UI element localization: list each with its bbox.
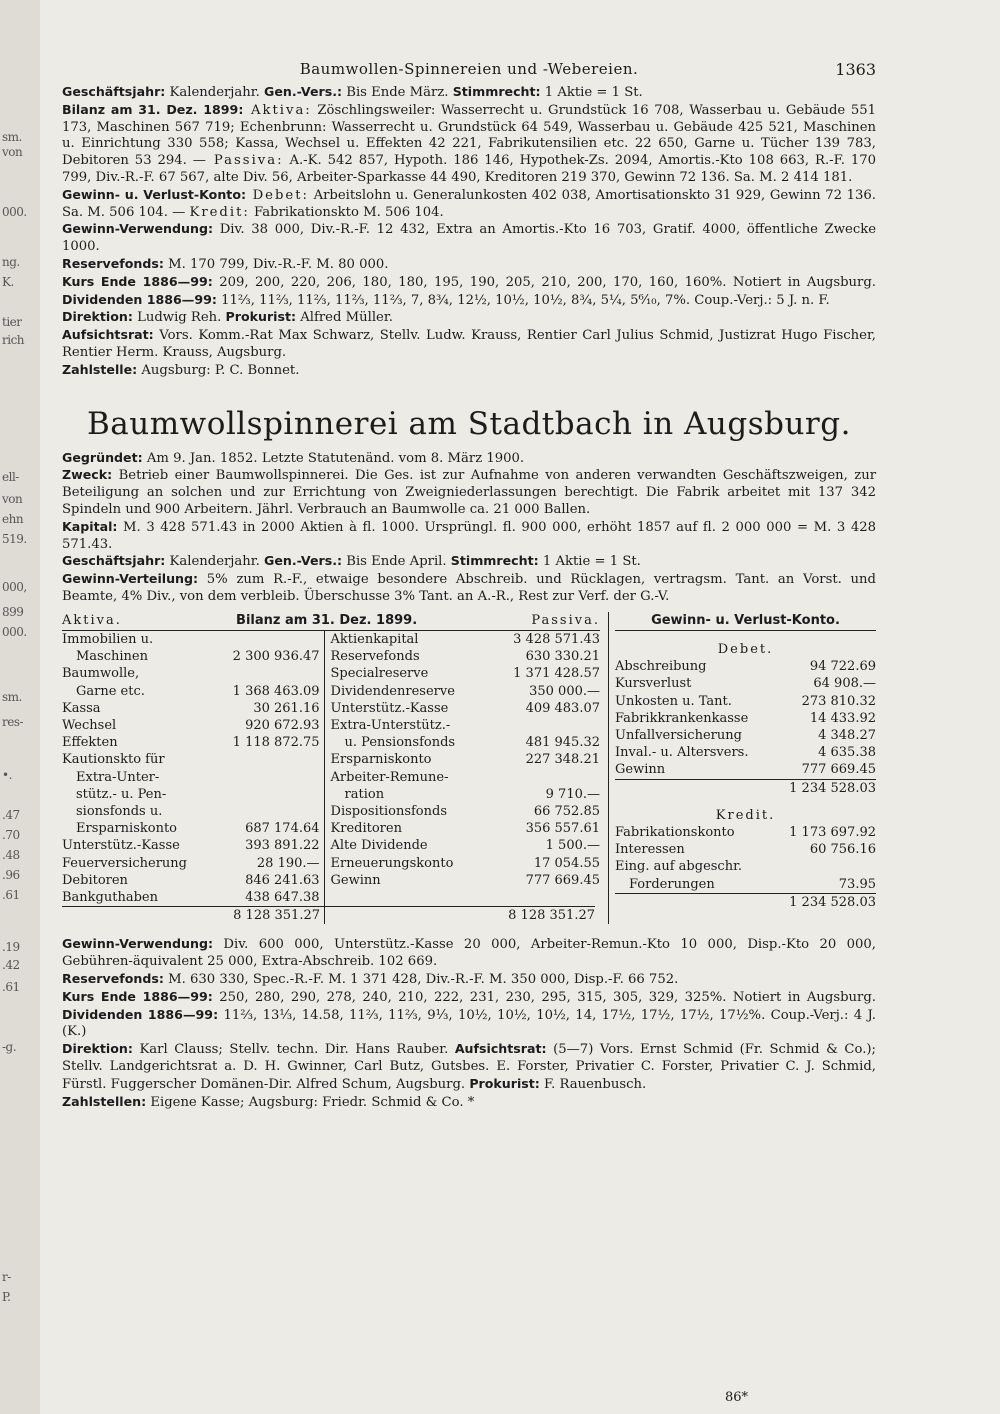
kredit-row-value: 60 756.16: [809, 842, 876, 858]
company-title: Baumwollspinnerei am Stadtbach in Augsburg.: [87, 405, 851, 442]
aktiva-row: [62, 820, 320, 837]
passiva-row-label: Alte Dividende: [330, 838, 428, 854]
label-passiva: Passiva:: [205, 153, 284, 169]
label-kurs: Kurs Ende 1886—99:: [62, 273, 213, 289]
aktiva-row: [62, 786, 320, 803]
aktiva-row-value: 1 118 872.75: [232, 735, 320, 751]
margin-fragment: sm.: [2, 690, 22, 704]
kredit-row: [615, 858, 876, 875]
aktiva-row-label: sionsfonds u.: [76, 803, 163, 819]
aktiva-row-label: Bankguthaben: [62, 889, 158, 905]
passiva-row: [331, 855, 600, 872]
debet-row-value: 273 810.32: [801, 693, 876, 709]
aktiva-row-label: Ersparniskonto: [76, 821, 177, 837]
signature-mark: 86*: [725, 1390, 749, 1405]
aktiva-row: [62, 665, 320, 682]
passiva-row-label: Extra-Unterstütz.-: [330, 717, 451, 733]
label-gegruendet: Gegründet:: [62, 449, 143, 465]
aktiva-row-value: 920 672.93: [245, 717, 320, 733]
debet-row: [615, 710, 876, 727]
text: Karl Clauss; Stellv. techn. Dir. Hans Rauber.: [132, 1042, 455, 1058]
kredit-row-label: Fabrikationskonto: [615, 824, 735, 840]
aktiva-row-label: Effekten: [62, 735, 118, 751]
aktiva-row: [62, 837, 320, 854]
passiva-row: [331, 717, 600, 734]
passiva-row-value: 66 752.85: [533, 803, 600, 819]
margin-fragment: .47: [2, 808, 20, 822]
passiva-row-label: Erneuerungskonto: [330, 855, 454, 871]
aktiva-column: [62, 631, 325, 906]
text: Ludwig Reh.: [132, 310, 226, 326]
label-reservefonds: Reservefonds:: [62, 970, 164, 986]
passiva-row: [331, 751, 600, 768]
debet-row-value: 4 348.27: [818, 727, 876, 743]
debet-row-label: Kursverlust: [615, 676, 692, 692]
label-dividenden: Dividenden 1886—99:: [62, 1006, 219, 1022]
aktiva-row-value: 438 647.38: [245, 889, 320, 905]
passiva-row: [331, 803, 600, 820]
margin-fragment: .96: [2, 868, 20, 882]
label-gewinn-verwendung: Gewinn-Verwendung:: [62, 936, 214, 952]
aktiva-row-label: Feuerversicherung: [62, 855, 187, 871]
label-gen-vers: Gen.-Vers.:: [263, 553, 343, 569]
margin-fragment: •.: [2, 768, 12, 782]
margin-fragment: P.: [2, 1290, 11, 1304]
margin-fragment: .48: [2, 848, 20, 862]
label-zahlstellen: Zahlstellen:: [62, 1093, 147, 1109]
text: Alfred Müller.: [296, 310, 393, 326]
passiva-row-label: Specialreserve: [330, 666, 429, 682]
margin-fragment: -g.: [2, 1040, 17, 1054]
passiva-row-label: Arbeiter-Remune-: [330, 769, 449, 785]
passiva-row-value: 630 330.21: [525, 649, 600, 665]
aktiva-row: [62, 683, 320, 700]
text: Augsburg: P. C. Bonnet.: [137, 362, 300, 378]
margin-fragment: rich: [2, 333, 25, 347]
debet-row: [615, 744, 876, 761]
aktiva-row-label: Garne etc.: [76, 683, 145, 699]
margin-fragment: 000,: [2, 580, 27, 594]
debet-row-label: Unkosten u. Tant.: [615, 693, 732, 709]
margin-fragment: .70: [2, 828, 20, 842]
text: (5—7) Vors. Ernst Schmid (Fr. Schmid & Co.); Stellv. Landgerichtsrat a. D. H. Gwinner, Carl Butz, Gutsbes. E. Forster, Privatier C. Forster, Privatier C. J. Schmid, Fürstl. Fuggerscher Domänen-Dir. Alfred Schum, Augsburg.: [62, 1042, 876, 1092]
aktiva-row: [62, 889, 320, 906]
balance-totals: [62, 906, 600, 924]
text: Bis Ende April.: [342, 554, 451, 570]
aktiva-row-label: Kassa: [62, 700, 101, 716]
text: 1 Aktie = 1 St.: [540, 85, 643, 100]
text: Fabrikationskto M. 506 104.: [249, 204, 444, 220]
text: M. 630 330, Spec.-R.-F. M. 1 371 428, Div.-R.-F. M. 350 000, Disp.-F. 66 752.: [163, 971, 679, 987]
margin-fragment: 519.: [2, 532, 27, 546]
running-header: [62, 60, 876, 84]
passiva-row-value: 350 000.—: [529, 683, 600, 699]
passiva-row-label: Gewinn: [330, 872, 381, 888]
margin-fragment: von: [2, 145, 23, 159]
aktiva-label: Aktiva.: [62, 612, 122, 628]
debet-row-value: 4 635.38: [818, 745, 876, 761]
label-geschaeftsjahr: Geschäftsjahr:: [62, 553, 166, 569]
text: Div. 38 000, Div.-R.-F. 12 432, Extra an Amortis.-Kto 16 703, Gratif. 4000, öffentliche Zwecke 1000.: [62, 222, 876, 255]
kredit-row: [615, 824, 876, 841]
debet-list: [615, 658, 876, 778]
passiva-row-label: Unterstütz.-Kasse: [330, 700, 449, 716]
passiva-row-value: 227 348.21: [525, 752, 600, 768]
margin-fragment: .61: [2, 888, 20, 902]
label-gewinn-verteilung: Gewinn-Verteilung:: [62, 571, 199, 587]
aktiva-row-label: Extra-Unter-: [76, 769, 160, 785]
kredit-label: Kredit.: [715, 807, 776, 823]
kredit-row-value: 73.95: [838, 876, 876, 892]
label-direktion: Direktion:: [62, 309, 133, 325]
aktiva-row: [62, 631, 320, 648]
aktiva-row-value: 1 368 463.09: [232, 683, 320, 699]
aktiva-row: [62, 751, 320, 768]
kredit-row-label: Eing. auf abgeschr.: [615, 859, 743, 875]
kredit-row-label: Forderungen: [629, 876, 715, 892]
margin-fragment: .61: [2, 980, 20, 994]
margin-fragment: r-: [2, 1270, 11, 1284]
company-details: [62, 450, 876, 606]
text: Kalenderjahr.: [165, 554, 264, 570]
passiva-row-label: Reservefonds: [330, 649, 420, 665]
text: Div. 600 000, Unterstütz.-Kasse 20 000, Arbeiter-Remun.-Kto 10 000, Disp.-Kto 20 000, Gebühren-äquivalent 25 000, Extra-Abschreib. 102 669.: [62, 937, 876, 970]
label-dividenden: Dividenden 1886—99:: [62, 291, 217, 307]
text: 1 Aktie = 1 St.: [538, 554, 641, 570]
aktiva-row: [62, 872, 320, 889]
passiva-row-label: ration: [344, 786, 385, 802]
label-kredit: Kredit:: [189, 204, 250, 220]
text: F. Rauenbusch.: [539, 1076, 647, 1092]
balance-sheet: [62, 612, 600, 925]
text: 11⅔, 13⅓, 14.58, 11⅔, 11⅔, 9⅓, 10½, 10½, 10½, 14, 17½, 17½, 17½, 17½%. Coup.-Verj.: 4 J. (K.): [62, 1007, 877, 1040]
text: Betrieb einer Baumwollspinnerei. Die Ges. ist zur Aufnahme von anderen verwandten Geschäftszweigen, zur Beteiligung an solchen und zur Errichtung von Zweigniederlassungen berechtigt. Die Fabrik arbeitet mit 137 342 Spindeln und 900 Arbeitern. Jährl. Verbrauch an Baumwolle ca. 21 000 Ballen.: [62, 468, 876, 517]
passiva-column: [325, 631, 600, 906]
debet-row: [615, 693, 876, 710]
text: Arbeitslohn u. Generalunkosten 402 038, Amortisationskto 31 929, Gewinn 72 136. Sa. M. 506 104. —: [62, 187, 876, 220]
label-prokurist: Prokurist:: [469, 1075, 540, 1091]
debet-row-value: 14 433.92: [809, 710, 876, 726]
aktiva-row: [62, 717, 320, 734]
aktiva-row-label: Unterstütz.-Kasse: [62, 838, 180, 854]
passiva-row: [331, 665, 600, 682]
passiva-row-label: Dividendenreserve: [330, 683, 455, 699]
passiva-row: [331, 786, 600, 803]
passiva-row: [331, 837, 600, 854]
label-bilanz: Bilanz am 31. Dez. 1899:: [62, 101, 244, 117]
aktiva-row-label: Baumwolle,: [62, 666, 140, 682]
debet-row-label: Fabrikkrankenkasse: [615, 710, 749, 726]
passiva-row-value: 481 945.32: [525, 735, 600, 751]
aktiva-total: 8 128 351.27: [62, 906, 325, 924]
debet-row: [615, 727, 876, 744]
aktiva-row-label: stütz.- u. Pen-: [76, 786, 167, 802]
gv-title: Gewinn- u. Verlust-Konto.: [615, 612, 876, 631]
previous-company-entry: [62, 84, 876, 380]
aktiva-row: [62, 648, 320, 665]
label-direktion: Direktion:: [62, 1041, 133, 1057]
text: Vors. Komm.-Rat Max Schwarz, Stellv. Ludw. Krauss, Rentier Carl Julius Schmid, Justizrat Hugo Fischer, Rentier Herm. Krauss, Augsburg.: [62, 328, 876, 360]
passiva-row: [331, 631, 600, 648]
aktiva-row-value: 846 241.63: [245, 872, 320, 888]
kredit-row-label: Interessen: [615, 842, 685, 858]
margin-fragment: 000.: [2, 205, 27, 219]
aktiva-row: [62, 734, 320, 751]
kredit-row: [615, 876, 876, 893]
debet-row-label: Inval.- u. Altersvers.: [615, 745, 749, 761]
passiva-row: [331, 648, 600, 665]
passiva-row-value: 777 669.45: [525, 872, 600, 888]
aktiva-row-value: 687 174.64: [245, 821, 320, 837]
label-kurs: Kurs Ende 1886—99:: [62, 988, 213, 1004]
text: Eigene Kasse; Augsburg: Friedr. Schmid & Co. *: [146, 1094, 475, 1110]
aktiva-row-label: Maschinen: [76, 649, 148, 665]
label-aktiva: Aktiva:: [243, 102, 312, 118]
passiva-total: 8 128 351.27: [325, 906, 595, 924]
margin-fragment: ell-: [2, 470, 19, 484]
text: 11⅔, 11⅔, 11⅔, 11⅔, 11⅔, 7, 8¾, 12½, 10½, 10½, 8¾, 5¼, 5⁶⁄₁₀, 7%. Coup.-Verj.: 5 J. n. F.: [216, 292, 830, 308]
margin-fragment: ng.: [2, 255, 20, 269]
debet-label: Debet.: [717, 641, 774, 657]
passiva-row-value: 1 371 428.57: [513, 666, 600, 682]
kredit-row-value: 1 173 697.92: [789, 824, 876, 840]
label-gewinn-verwendung: Gewinn-Verwendung:: [62, 221, 214, 237]
page-number: 1363: [835, 60, 876, 79]
left-margin-strip: [0, 0, 40, 1414]
aktiva-row-label: Wechsel: [62, 717, 117, 733]
passiva-row: [331, 820, 600, 837]
aktiva-row-value: 28 190.—: [256, 855, 320, 871]
financial-statements: [62, 612, 876, 925]
margin-fragment: 000.: [2, 625, 27, 639]
text: 250, 280, 290, 278, 240, 210, 222, 231, 230, 295, 315, 305, 329, 325%. Notiert in Augsburg.: [212, 989, 876, 1005]
label-gen-vers: Gen.-Vers.:: [263, 84, 343, 99]
text: 209, 200, 220, 206, 180, 180, 195, 190, 205, 210, 200, 170, 160, 160%. Notiert in Augsburg.: [212, 274, 876, 290]
running-title: Baumwollen-Spinnereien und -Webereien.: [299, 60, 639, 78]
margin-fragment: von: [2, 492, 23, 506]
text: M. 170 799, Div.-R.-F. M. 80 000.: [163, 256, 389, 272]
margin-fragment: 899: [2, 605, 24, 619]
text: M. 3 428 571.43 in 2000 Aktien à fl. 1000. Ursprüngl. fl. 900 000, erhöht 1857 auf fl. 2 000 000 = M. 3 428 571.43.: [62, 519, 876, 552]
debet-row: [615, 658, 876, 675]
text: Zöschlingsweiler: Wasserrecht u. Grundstück 16 708, Wasserbau u. Gebäude 551 173, Maschinen 567 719; Echenbrunn: Wasserrecht u. Grundstück 64 549, Wasserbau u. Gebäude 425 521, Maschinen u. Einrichtung 330 558; Kassa, Wechsel u. Effekten 42 221, Fabrikutensilien etc. 22 650, Garne u. Tücher 139 783, Debitoren 53 294. —: [62, 102, 876, 169]
text: Bis Ende März.: [342, 85, 453, 100]
label-stimmrecht: Stimmrecht:: [452, 84, 541, 99]
label-debet: Debet:: [246, 187, 309, 203]
margin-fragment: K.: [2, 275, 14, 289]
kredit-list: [615, 824, 876, 893]
aktiva-row-label: Kautionskto für: [62, 752, 165, 768]
margin-fragment: sm.: [2, 130, 22, 144]
label-stimmrecht: Stimmrecht:: [450, 553, 539, 569]
debet-row: [615, 761, 876, 778]
debet-row: [615, 675, 876, 692]
debet-row-label: Gewinn: [615, 762, 666, 778]
debet-row-value: 94 722.69: [809, 659, 876, 675]
text: A.-K. 542 857, Hypoth. 186 146, Hypothek-Zs. 2094, Amortis.-Kto 108 663, R.-F. 170 799, Div.-R.-F. 67 567, alte Div. 56, Arbeiter-Sparkasse 44 490, Kreditoren 219 370, Gewinn 72 136. Sa. M. 2 414 181.: [62, 153, 876, 185]
text: Am 9. Jan. 1852. Letzte Statutenänd. vom 8. März 1900.: [142, 450, 525, 466]
debet-row-label: Abschreibung: [615, 659, 707, 675]
aktiva-row-label: Immobilien u.: [62, 631, 154, 647]
margin-fragment: ehn: [2, 512, 24, 526]
label-aufsichtsrat: Aufsichtsrat:: [454, 1041, 547, 1057]
label-zweck: Zweck:: [62, 467, 113, 483]
debet-row-value: 777 669.45: [801, 762, 876, 778]
label-kapital: Kapital:: [62, 518, 118, 534]
aktiva-row-value: 2 300 936.47: [232, 649, 320, 665]
profit-loss-account: [608, 612, 876, 925]
passiva-row-label: u. Pensionsfonds: [344, 735, 456, 751]
aktiva-row: [62, 803, 320, 820]
margin-fragment: .19: [2, 940, 20, 954]
aktiva-row-value: 393 891.22: [245, 838, 320, 854]
debet-total: 1 234 528.03: [615, 779, 876, 797]
passiva-row: [331, 872, 600, 889]
passiva-row-value: 1 500.—: [545, 838, 600, 854]
text: 5% zum R.-F., etwaige besondere Abschreib. und Rücklagen, vertragsm. Tant. an Vorst. und Beamte, 4% Div., von dem verbleib. Überschusse 3% Tant. an A.-R., Rest zur Verf. der G.-V.: [62, 572, 876, 604]
label-zahlstelle: Zahlstelle:: [62, 361, 138, 377]
passiva-row-label: Ersparniskonto: [330, 752, 432, 768]
passiva-row: [331, 769, 600, 786]
passiva-label: Passiva.: [531, 612, 600, 628]
passiva-row: [331, 734, 600, 751]
aktiva-row: [62, 700, 320, 717]
label-aufsichtsrat: Aufsichtsrat:: [62, 327, 154, 343]
debet-row-value: 64 908.—: [813, 676, 876, 692]
margin-fragment: res-: [2, 715, 24, 729]
margin-fragment: tier: [2, 315, 22, 329]
aktiva-row-label: Debitoren: [62, 872, 128, 888]
aktiva-row: [62, 769, 320, 786]
aktiva-row: [62, 855, 320, 872]
passiva-row-value: 9 710.—: [545, 786, 600, 802]
label-prokurist: Prokurist:: [225, 309, 297, 325]
passiva-row-value: 409 483.07: [525, 700, 600, 716]
passiva-row-value: 3 428 571.43: [513, 631, 600, 647]
margin-fragment: .42: [2, 958, 20, 972]
passiva-row: [331, 683, 600, 700]
passiva-row-label: Dispositionsfonds: [330, 803, 448, 819]
company-footer-details: [62, 936, 876, 1111]
balance-header: [62, 612, 600, 631]
passiva-row-value: 17 054.55: [533, 855, 600, 871]
label-reservefonds: Reservefonds:: [62, 255, 164, 271]
passiva-row-label: Aktienkapital: [330, 631, 419, 647]
label-gv-konto: Gewinn- u. Verlust-Konto:: [62, 186, 247, 202]
label-geschaeftsjahr: Geschäftsjahr:: [62, 84, 166, 99]
passiva-row-value: 356 557.61: [525, 821, 600, 837]
page: [62, 60, 876, 1111]
kredit-total: 1 234 528.03: [615, 893, 876, 911]
kredit-row: [615, 841, 876, 858]
passiva-row-label: Kreditoren: [330, 821, 402, 837]
balance-columns: [62, 631, 600, 906]
balance-title: Bilanz am 31. Dez. 1899.: [236, 612, 418, 628]
debet-row-label: Unfallversicherung: [615, 727, 742, 743]
aktiva-row-value: 30 261.16: [253, 700, 320, 716]
passiva-row: [331, 700, 600, 717]
text: Kalenderjahr.: [165, 85, 264, 100]
